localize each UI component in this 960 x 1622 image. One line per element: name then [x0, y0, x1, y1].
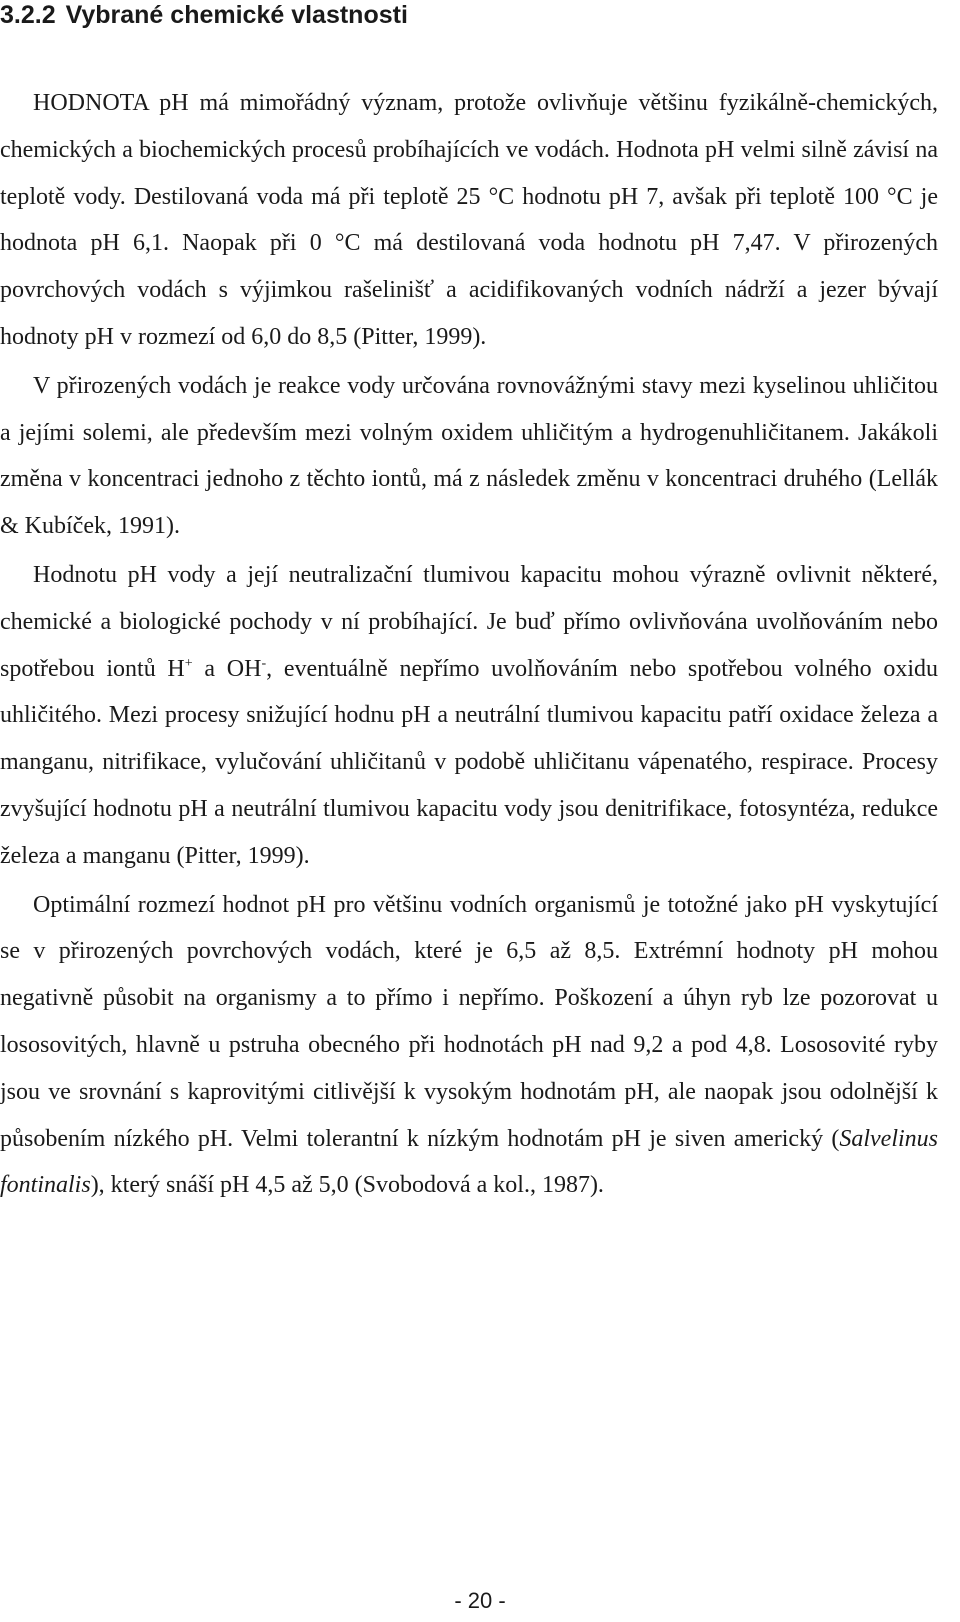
- paragraph-ph-influences: [0, 552, 938, 880]
- superscript-minus: -: [261, 655, 267, 671]
- page-number: - 20 -: [454, 1588, 506, 1613]
- document-body: [0, 80, 938, 1211]
- section-number: 3.2.2: [0, 1, 56, 29]
- paragraph-text: Optimální rozmezí hodnot pH pro většinu vodních organismů je totožné jako pH vyskytující se v přirozených povrchových vodách, které je 6,5 až 8,5. Extrémní hodnoty pH mohou negativně působit na organismy a to přímo i nepřímo. Poškození a úhyn ryb lze pozorovat u lososovitých, hlavně u pstruha obecného při hodnotách pH nad 9,2 a pod 4,8. Lososovité ryby jsou ve srovnání s kaprovitými citlivější k vysokým hodnotám pH, ale naopak jsou odolnější k působením nízkého pH. Velmi tolerantní k nízkým hodnotám pH je siven americký (: [0, 891, 938, 1152]
- paragraph-natural-waters: V přirozených vodách je reakce vody určována rovnovážnými stavy mezi kyselinou uhličitou a jejími solemi, ale především mezi volným oxidem uhličitým a hydrogenuhličitanem. Jakákoli změna v koncentraci jednoho z těchto iontů, má z následek změnu v koncentraci druhého (Lellák & Kubíček, 1991).: [0, 372, 938, 540]
- superscript-plus: +: [184, 655, 193, 671]
- section-title: Vybrané chemické vlastnosti: [65, 1, 408, 29]
- paragraph-text: ), který snáší pH 4,5 až 5,0 (Svobodová a kol., 1987).: [90, 1172, 604, 1199]
- paragraph-text: a OH: [192, 655, 262, 682]
- paragraph-text: Hodnotu pH vody a její neutralizační tlumivou kapacitu mohou výrazně ovlivnit některé, chemické a biologické pochody v ní probíhající. Je buď přímo ovlivňována uvolňováním nebo spotřebou iontů H: [0, 561, 938, 682]
- paragraph-text: , eventuálně nepřímo uvolňováním nebo spotřebou volného oxidu uhličitého. Mezi procesy snižující hodnu pH a neutrální tlumivou kapacitu patří oxidace železa a manganu, nitrifikace, vylučování uhličitanů v podobě uhličitanu vápenatého, respirace. Procesy zvyšující hodnotu pH a neutrální tlumivou kapacitu vody jsou denitrifikace, fotosyntéza, redukce železa a manganu (Pitter, 1999).: [0, 655, 939, 869]
- paragraph-ph-value: HODNOTA pH má mimořádný význam, protože ovlivňuje většinu fyzikálně-chemických, chemických a biochemických procesů probíhajících ve vodách. Hodnota pH velmi silně závisí na teplotě vody. Destilovaná voda má při teplotě 25 °C hodnotu pH 7, avšak při teplotě 100 °C je hodnota pH 6,1. Naopak při 0 °C má destilovaná voda hodnotu pH 7,47. V přirozených povrchových vodách s výjimkou rašelinišť a acidifikovaných vodních nádrží a jezer bývají hodnoty pH v rozmezí od 6,0 do 8,5 (Pitter, 1999).: [0, 90, 938, 350]
- paragraph-optimal-range: [0, 882, 938, 1210]
- section-heading: [0, 0, 408, 30]
- species-name: Salvelinus fontinalis: [0, 1125, 938, 1199]
